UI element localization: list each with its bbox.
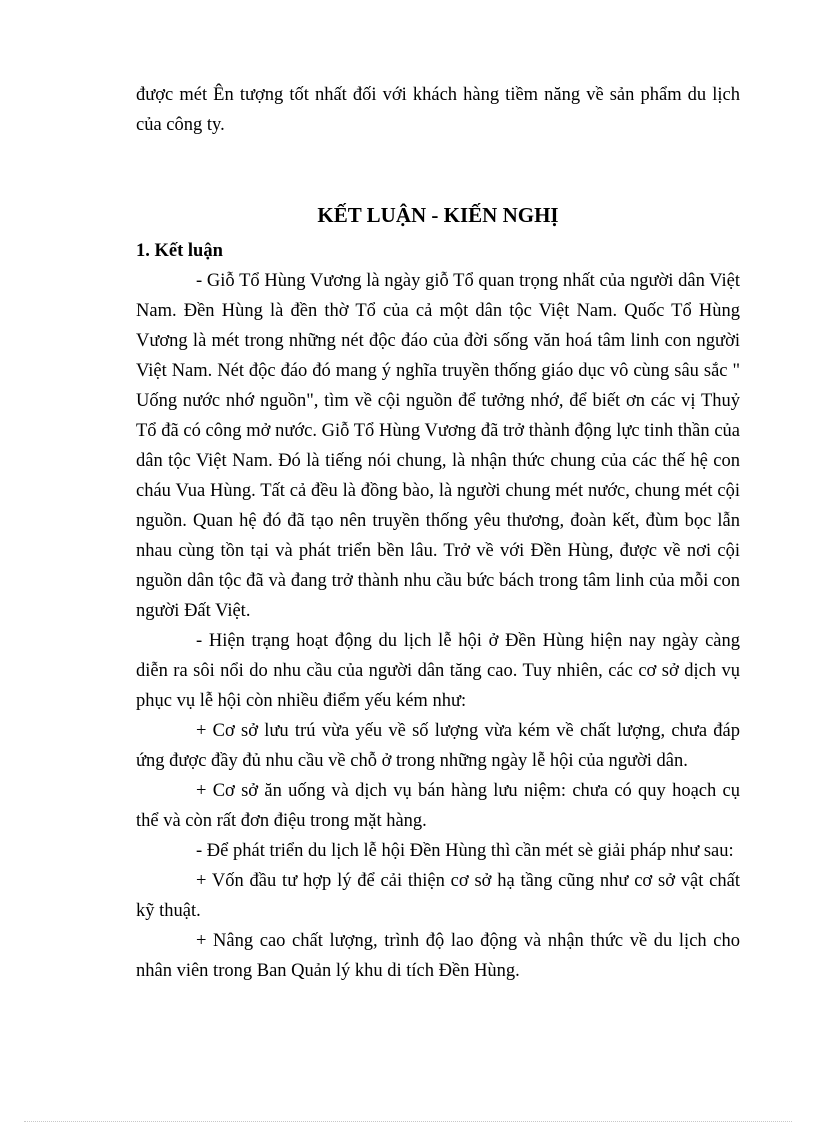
paragraph-investment: + Vốn đầu tư hợp lý để cải thiện cơ sở hạ tầng cũng như cơ sở vật chất kỹ thuật. [136,871,740,921]
conclusion-body [136,266,740,986]
intro-paragraph: được mét Ên tượng tốt nhất đối với khách hàng tiềm năng về sản phẩm du lịch của công ty. [136,85,740,135]
paragraph-staff-quality: + Nâng cao chất lượng, trình độ lao động và nhận thức về du lịch cho nhân viên trong Ban Quản lý khu di tích Đền Hùng. [136,931,740,981]
document-page [136,80,740,981]
paragraph-ancestor-day: - Giỗ Tổ Hùng Vương là ngày giỗ Tổ quan trọng nhất của người dân Việt Nam. Đền Hùng là đền thờ Tổ của cả một dân tộc Việt Nam. Quốc Tổ Hùng Vương là mét trong những nét độc đáo của đời sống văn hoá tâm linh con người Việt Nam. Nét độc đáo đó mang ý nghĩa truyền thống giáo dục vô cùng sâu sắc " Uống nước nhớ nguồn", tìm về cội nguồn để tưởng nhớ, để biết ơn các vị Thuỷ Tổ đã có công mở nước. Giỗ Tổ Hùng Vương đã trở thành động lực tinh thần của dân tộc Việt Nam. Đó là tiếng nói chung, là nhận thức chung của các thế hệ con cháu Vua Hùng. Tất cả đều là đồng bào, là người chung mét nước, chung mét cội nguồn. Quan hệ đó đã tạo nên truyền thống yêu thương, đoàn kết, đùm bọc lẫn nhau cùng tồn tại và phát triển bền lâu. Trở về với Đền Hùng, được về nơi cội nguồn dân tộc đã và đang trở thành nhu cầu bức bách trong tâm linh của mỗi con người Đất Việt. [136,271,740,621]
paragraph-current-state: - Hiện trạng hoạt động du lịch lễ hội ở Đền Hùng hiện nay ngày càng diễn ra sôi nổi do nhu cầu của người dân tăng cao. Tuy nhiên, các cơ sở dịch vụ phục vụ lễ hội còn nhiều điểm yếu kém như: [136,631,740,711]
paragraph-accommodation: + Cơ sở lưu trú vừa yếu về số lượng vừa kém về chất lượng, chưa đáp ứng được đầy đủ nhu cầu về chỗ ở trong những ngày lễ hội của người dân. [136,721,740,771]
paragraph-dining: + Cơ sở ăn uống và dịch vụ bán hàng lưu niệm: chưa có quy hoạch cụ thể và còn rất đơn điệu trong mặt hàng. [136,781,740,831]
page-bottom-divider [24,1121,792,1122]
section-heading: KẾT LUẬN - KIẾN NGHỊ [317,203,559,227]
subsection-heading: 1. Kết luận [136,241,223,261]
paragraph-solutions: - Để phát triển du lịch lễ hội Đền Hùng thì cần mét sè giải pháp như sau: [196,841,734,861]
